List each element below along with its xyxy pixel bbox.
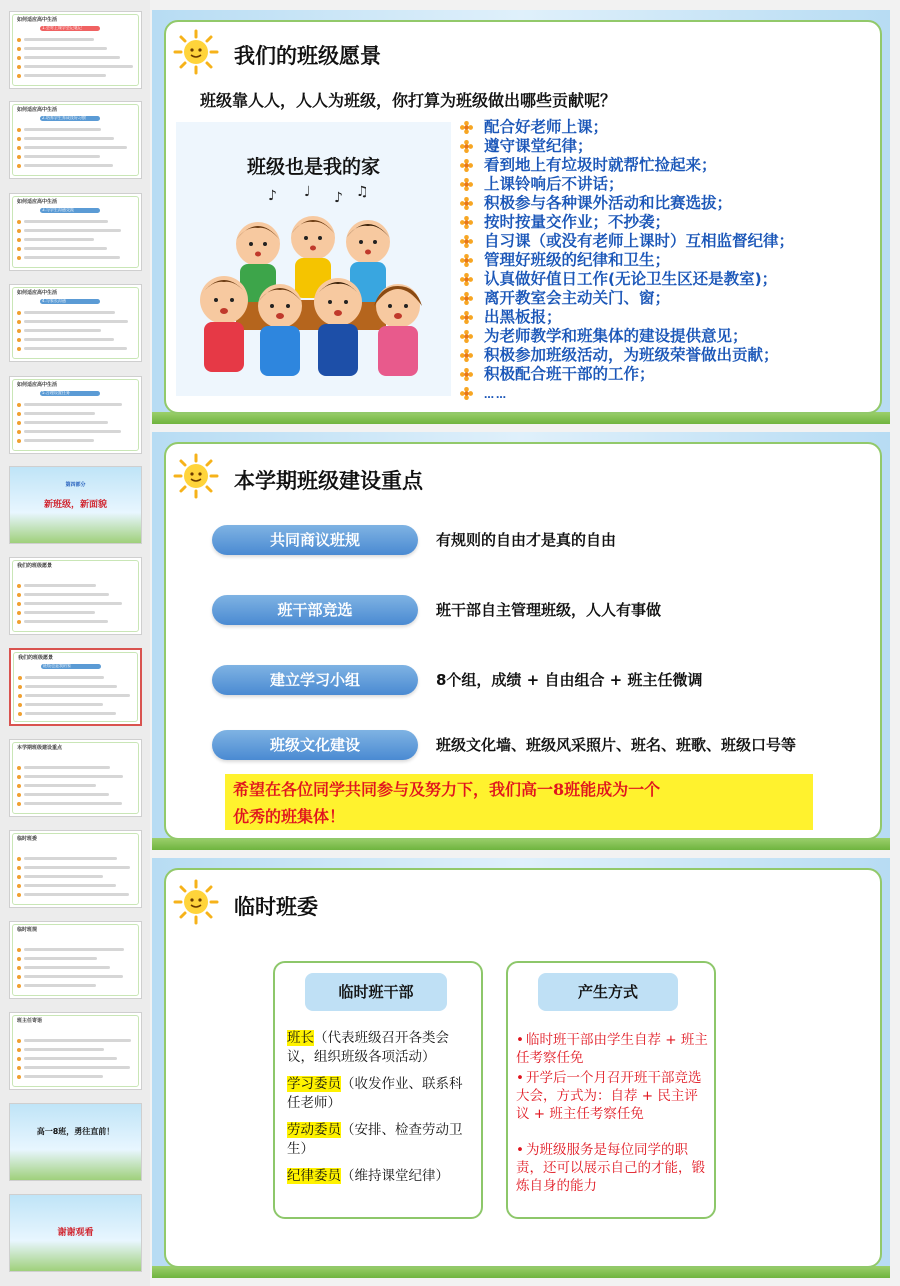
thumbnail-text-line <box>25 712 116 715</box>
thumbnail-text-line <box>24 875 103 878</box>
svg-text:♩: ♩ <box>304 184 311 200</box>
thumbnail-text-line <box>24 766 110 769</box>
thumbnail-bullet-icon <box>17 220 21 224</box>
thumbnail-text-line <box>24 220 108 223</box>
thumbnail-bullet-icon <box>17 247 21 251</box>
thumbnail-background <box>10 1104 141 1180</box>
thumbnail-bullet-icon <box>17 875 21 879</box>
flower-bullet-icon <box>460 235 473 248</box>
slide-thumbnail[interactable] <box>9 376 142 454</box>
thumbnail-bullet-icon <box>17 966 21 970</box>
thumbnail-bullet-icon <box>17 620 21 624</box>
thumbnail-text-line <box>24 38 94 41</box>
vision-item-text: 出黑板报； <box>484 308 562 326</box>
thumbnail-text-line <box>24 347 127 350</box>
thumbnail-bullet-icon <box>17 65 21 69</box>
focus-text-culture: 班级文化墙、班级风采照片、班名、班歌、班级口号等 <box>436 736 797 754</box>
thumbnail-text-line <box>25 703 103 706</box>
vision-item-text: …… <box>484 390 508 401</box>
thumbnail-bullet-icon <box>17 412 21 416</box>
vision-item-text: 自习课（或没有老师上课时）互相监督纪律； <box>484 232 795 250</box>
svg-text:♪: ♪ <box>334 190 343 206</box>
thumbnail-text-line <box>24 1048 104 1051</box>
vision-item <box>458 270 794 289</box>
hope-banner <box>225 774 813 830</box>
sun-icon <box>172 28 220 76</box>
slide-thumbnail[interactable] <box>9 921 142 999</box>
thumbnail-bullet-icon <box>17 975 21 979</box>
slide-semester-focus[interactable] <box>152 432 890 850</box>
flower-bullet-icon <box>460 159 473 172</box>
duty-role: 班长 <box>287 1030 314 1046</box>
thumbnail-bullet-icon <box>17 320 21 324</box>
thumbnail-bullet-icon <box>17 793 21 797</box>
slide-title: 本学期班级建设重点 <box>234 468 423 493</box>
thumbnail-text-line <box>24 884 116 887</box>
vision-item-text: 积极参加班级活动，为班级荣誉做出贡献； <box>484 346 779 364</box>
thumbnail-bullet-icon <box>17 56 21 60</box>
slide-title: 临时班委 <box>234 894 318 919</box>
thumbnail-title: 新班级，新面貌 <box>43 500 107 510</box>
thumbnail-bullet-icon <box>17 47 21 51</box>
svg-text:♫: ♫ <box>356 184 369 200</box>
thumbnail-subtitle: 班级也是我的家 <box>43 663 71 668</box>
thumbnail-bullet-icon <box>17 775 21 779</box>
flower-bullet-icon <box>460 254 473 267</box>
thumbnail-text-line <box>24 164 113 167</box>
slide-thumbnail[interactable] <box>9 11 142 89</box>
thumbnail-bullet-icon <box>18 685 22 689</box>
thumbnail-bullet-icon <box>18 676 22 680</box>
thumbnail-text-line <box>25 694 130 697</box>
vision-item <box>458 175 794 194</box>
thumbnail-subtitle: 5.合理设置任务 <box>42 390 70 395</box>
thumbnail-bullet-icon <box>17 256 21 260</box>
thumbnail-bullet-icon <box>17 439 21 443</box>
thumbnail-text-line <box>24 430 121 433</box>
thumbnail-text-line <box>25 685 117 688</box>
focus-label-election: 班干部竞选 <box>212 595 418 625</box>
method-item: • 开学后一个月召开班干部竞选大会，方式为：自荐 + 民主评议 + 班主任考察任免 <box>516 1070 702 1122</box>
thumbnail-text-line <box>24 1057 117 1060</box>
slide-thumbnail[interactable] <box>9 830 142 908</box>
thumbnail-bullet-icon <box>17 1048 21 1052</box>
vision-item-text: 配合好老师上课； <box>484 118 609 136</box>
thumbnail-text-line <box>24 984 96 987</box>
focus-label-culture: 班级文化建设 <box>212 730 418 760</box>
thumbnail-text-line <box>24 74 106 77</box>
thumbnail-bullet-icon <box>17 146 21 150</box>
thumbnail-text-line <box>24 1075 103 1078</box>
thumbnail-text-line <box>24 866 130 869</box>
flower-bullet-icon <box>460 368 473 381</box>
thumbnail-bullet-icon <box>17 329 21 333</box>
thumbnail-subtitle: 2.培养学生养成良好习惯 <box>42 115 86 120</box>
thumbnail-bullet-icon <box>17 802 21 806</box>
thumbnail-text-line <box>24 611 95 614</box>
duty-study <box>287 1075 473 1113</box>
flower-bullet-icon <box>460 292 473 305</box>
thumbnail-text-line <box>24 439 94 442</box>
flower-bullet-icon <box>460 178 473 191</box>
vision-item <box>458 346 794 365</box>
selection-method-box <box>506 961 716 1219</box>
vision-item-text: 上课铃响后不讲话； <box>484 175 624 193</box>
duty-labor <box>287 1121 473 1159</box>
thumbnail-text-line <box>25 676 104 679</box>
flower-bullet-icon <box>460 387 473 400</box>
thumbnail-text-line <box>24 602 122 605</box>
thumbnail-text-line <box>24 948 124 951</box>
thumbnail-text-line <box>24 403 122 406</box>
focus-text-study-groups: 8个组，成绩 + 自由组合 + 班主任微调 <box>436 671 703 689</box>
thumbnail-text-line <box>24 793 109 796</box>
thumbnail-text-line <box>24 47 107 50</box>
thumbnail-bullet-icon <box>17 948 21 952</box>
thumbnail-bullet-icon <box>17 584 21 588</box>
vision-item <box>458 327 794 346</box>
sun-icon <box>172 878 220 926</box>
thumbnail-bullet-icon <box>17 1075 21 1079</box>
thumbnail-text-line <box>24 256 120 259</box>
hope-line-2: 优秀的班集体！ <box>233 807 346 826</box>
thumbnail-text-line <box>24 893 129 896</box>
slide-title: 我们的班级愿景 <box>234 43 381 68</box>
thumbnail-bullet-icon <box>18 703 22 707</box>
thumbnail-bullet-icon <box>17 1039 21 1043</box>
thumbnail-text-line <box>24 957 97 960</box>
thumbnail-bullet-icon <box>18 694 22 698</box>
thumbnail-bullet-icon <box>17 893 21 897</box>
vision-item-text: 看到地上有垃圾时就帮忙捡起来； <box>484 156 717 174</box>
focus-text-election: 班干部自主管理班级，人人有事做 <box>436 601 662 619</box>
thumbnail-title: 如何适应高中生活 <box>17 17 58 23</box>
thumbnail-text-line <box>24 56 120 59</box>
thumbnail-bullet-icon <box>17 430 21 434</box>
thumbnail-bullet-icon <box>17 866 21 870</box>
thumbnail-bullet-icon <box>17 403 21 407</box>
vision-item <box>458 308 794 327</box>
thumbnail-text-line <box>24 329 101 332</box>
duty-monitor <box>287 1029 473 1067</box>
thumbnail-text-line <box>24 784 96 787</box>
vision-item-text: 认真做好值日工作(无论卫生区还是教室)； <box>484 270 778 288</box>
method-item: • 为班级服务是每位同学的职责，还可以展示自己的才能，锻炼自身的能力 <box>516 1142 705 1194</box>
thumbnail-title: 临时班规 <box>17 927 38 933</box>
thumbnail-text-line <box>24 128 101 131</box>
thumbnail-bullet-icon <box>17 229 21 233</box>
thumbnail-bullet-icon <box>17 884 21 888</box>
slide-thumbnail-panel <box>0 0 150 1286</box>
vision-item-text: 遵守课堂纪律； <box>484 137 593 155</box>
thumbnail-bullet-icon <box>17 38 21 42</box>
class-family-illustration <box>176 122 451 396</box>
slide-subtitle: 班级靠人人，人人为班级，你打算为班级做出哪些贡献呢？ <box>200 91 617 110</box>
thumbnail-text-line <box>24 137 114 140</box>
flower-bullet-icon <box>460 140 473 153</box>
thumbnail-text-line <box>24 620 108 623</box>
thumbnail-bullet-icon <box>17 421 21 425</box>
duty-role: 学习委员 <box>287 1076 341 1092</box>
vision-list <box>458 118 794 403</box>
thumbnail-text-line <box>24 421 108 424</box>
temporary-cadre-heading: 临时班干部 <box>305 973 447 1011</box>
thumbnail-text-line <box>24 802 122 805</box>
children-singing-icon <box>176 182 451 396</box>
thumbnail-title: 高一8班，勇往直前！ <box>36 1127 115 1136</box>
duty-discipline <box>287 1167 473 1186</box>
slide-thumbnail[interactable] <box>9 284 142 362</box>
duty-desc: （安排、检查劳动卫生） <box>287 1122 463 1157</box>
flower-bullet-icon <box>460 349 473 362</box>
duty-desc: （收发作业、联系科任老师） <box>287 1076 463 1111</box>
temporary-cadre-box <box>273 961 483 1219</box>
slide-thumbnail[interactable] <box>9 1103 142 1181</box>
thumbnail-bullet-icon <box>17 137 21 141</box>
thumbnail-text-line <box>24 412 95 415</box>
thumbnail-text-line <box>24 238 94 241</box>
thumbnail-text-line <box>24 857 117 860</box>
slide-thumbnail[interactable] <box>9 1194 142 1272</box>
thumbnail-title: 如何适应高中生活 <box>17 199 58 205</box>
vision-item <box>458 194 794 213</box>
thumbnail-bullet-icon <box>17 238 21 242</box>
selection-method-heading: 产生方式 <box>538 973 678 1011</box>
vision-item-text: 为老师教学和班集体的建设提供意见； <box>484 327 748 345</box>
vision-item-text: 离开教室会主动关门、窗； <box>484 289 671 307</box>
thumbnail-subtitle: 1.会对上课学会记笔记 <box>42 25 82 30</box>
thumbnail-title: 如何适应高中生活 <box>17 382 58 388</box>
thumbnail-text-line <box>24 65 133 68</box>
flower-bullet-icon <box>460 273 473 286</box>
focus-label-rules: 共同商议班规 <box>212 525 418 555</box>
thumbnail-text-line <box>24 966 110 969</box>
thumbnail-bullet-icon <box>17 984 21 988</box>
vision-item-text: 按时按量交作业；不抄袭； <box>484 213 671 231</box>
focus-text-rules: 有规则的自由才是真的自由 <box>436 531 617 549</box>
thumbnail-text-line <box>24 775 123 778</box>
duty-role: 劳动委员 <box>287 1122 341 1138</box>
thumbnail-title: 本学期班级建设重点 <box>17 745 63 751</box>
thumbnail-text-line <box>24 1039 131 1042</box>
thumbnail-title: 临时班委 <box>17 836 38 842</box>
thumbnail-text-line <box>24 1066 130 1069</box>
thumbnail-bullet-icon <box>17 857 21 861</box>
svg-text:♪: ♪ <box>268 188 277 204</box>
flower-bullet-icon <box>460 311 473 324</box>
flower-bullet-icon <box>460 197 473 210</box>
slide-thumbnail[interactable] <box>9 466 142 544</box>
thumbnail-text-line <box>24 584 96 587</box>
thumbnail-bullet-icon <box>17 74 21 78</box>
thumbnail-bullet-icon <box>17 347 21 351</box>
thumbnail-bullet-icon <box>17 784 21 788</box>
slide-thumbnail[interactable] <box>9 101 142 179</box>
duty-desc: （维持课堂纪律） <box>341 1168 449 1184</box>
thumbnail-bullet-icon <box>17 155 21 159</box>
flower-bullet-icon <box>460 330 473 343</box>
thumbnail-text-line <box>24 975 123 978</box>
thumbnail-text-line <box>24 338 114 341</box>
thumbnail-subtitle: 3.与学生沟通交流 <box>42 207 74 212</box>
vision-item-text: 积极参与各种课外活动和比赛选拔； <box>484 194 733 212</box>
vision-item-text: 积极配合班干部的工作； <box>484 365 655 383</box>
vision-item <box>458 118 794 137</box>
vision-item <box>458 365 794 384</box>
focus-label-study-groups: 建立学习小组 <box>212 665 418 695</box>
thumbnail-bullet-icon <box>17 164 21 168</box>
slide-thumbnail[interactable] <box>9 193 142 271</box>
slide-thumbnail[interactable] <box>9 739 142 817</box>
duty-desc: （代表班级召开各类会议，组织班级各项活动） <box>287 1030 449 1065</box>
vision-item <box>458 213 794 232</box>
hope-line-1: 希望在各位同学共同参与及努力下，我们高一8班能成为一个 <box>233 780 661 799</box>
thumbnail-text-line <box>24 146 127 149</box>
vision-item-text: 管理好班级的纪律和卫生； <box>484 251 671 269</box>
slide-temporary-committee[interactable] <box>152 858 890 1278</box>
thumbnail-bullet-icon <box>17 602 21 606</box>
thumbnail-text-line <box>24 229 121 232</box>
thumbnail-bullet-icon <box>17 128 21 132</box>
thumbnail-bullet-icon <box>17 1057 21 1061</box>
thumbnail-subtitle: 4.与家长沟通 <box>42 298 66 303</box>
vision-item <box>458 251 794 270</box>
thumbnail-title: 谢谢观看 <box>57 1228 94 1238</box>
flower-bullet-icon <box>460 121 473 134</box>
thumbnail-text-line <box>24 593 109 596</box>
thumbnail-text-line <box>24 311 115 314</box>
duty-role: 纪律委员 <box>287 1168 341 1184</box>
sun-icon <box>172 452 220 500</box>
thumbnail-bullet-icon <box>17 1066 21 1070</box>
method-item: • 临时班干部由学生自荐 + 班主任考察任免 <box>516 1032 708 1066</box>
thumbnail-text-line <box>24 155 100 158</box>
slide-thumbnail[interactable] <box>9 648 142 726</box>
thumbnail-text-line <box>24 247 107 250</box>
thumbnail-bullet-icon <box>18 712 22 716</box>
thumbnail-title: 我们的班级愿景 <box>17 563 53 569</box>
thumbnail-title: 班主任寄语 <box>17 1018 43 1024</box>
thumbnail-bullet-icon <box>17 593 21 597</box>
thumbnail-title: 我们的班级愿景 <box>18 655 54 661</box>
illustration-title: 班级也是我的家 <box>246 156 380 178</box>
vision-item <box>458 384 794 403</box>
thumbnail-title: 如何适应高中生活 <box>17 107 58 113</box>
thumbnail-bullet-icon <box>17 766 21 770</box>
slide-thumbnail[interactable] <box>9 1012 142 1090</box>
thumbnail-bullet-icon <box>17 338 21 342</box>
thumbnail-subtitle: 第四部分 <box>65 482 86 488</box>
slide-class-vision[interactable] <box>152 10 890 424</box>
thumbnail-title: 如何适应高中生活 <box>17 290 58 296</box>
vision-item <box>458 289 794 308</box>
thumbnail-text-line <box>24 320 128 323</box>
vision-item <box>458 232 794 251</box>
vision-item <box>458 137 794 156</box>
vision-item <box>458 156 794 175</box>
thumbnail-bullet-icon <box>17 957 21 961</box>
slide-thumbnail[interactable] <box>9 557 142 635</box>
flower-bullet-icon <box>460 216 473 229</box>
thumbnail-bullet-icon <box>17 311 21 315</box>
thumbnail-bullet-icon <box>17 611 21 615</box>
